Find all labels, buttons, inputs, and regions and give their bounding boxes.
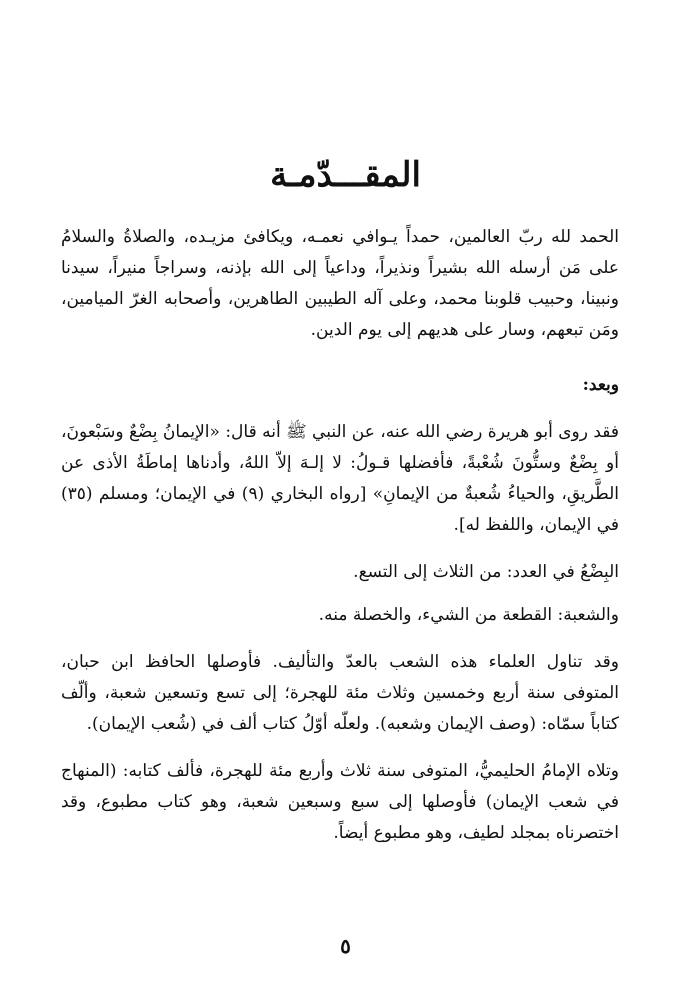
paragraph-definition-bid: البِضْعُ في العدد: من الثلاث إلى التسع.: [353, 562, 619, 582]
paragraph-introduction: الحمد لله ربّ العالمين، حمداً يـوافي نعمـه، ويكافئ مزيـده، والصلاةُ والسلامُ على مَن أرسله الله بشيراً ونذيراً، وداعياً إلى الله بإذنه، وسراجاً منيراً، سيدنا ونبينا، وحبيب قلوبنا محمد، وعلى آله الطيبين الطاهرين، وأصحابه الغرّ الميامين، ومَن تبعهم، وسار على هديهم إلى يوم الدين.: [61, 227, 619, 340]
page-title: المقـــدّمـة: [270, 155, 421, 195]
paragraph-hadith: فقد روى أبو هريرة رضي الله عنه، عن النبي ﷺ أنه قال: «الإيمانُ بِضْعٌ وسَبْعونَ، أو بِضْعٌ وستُّونَ شُعْبةً، فأفضلها قـولُ: لا إلـهَ إلاّ اللهُ، وأدناها إماطَةُ الأذى عن الطَّريقِ، والحياءُ شُعبةٌ من الإيمانِ» [رواه البخاري (٩) في الإيمان؛ ومسلم (٣٥) في الإيمان، واللفظ له].: [61, 422, 619, 535]
section-label-after: وبعد:: [582, 375, 619, 395]
page-number: ٥: [340, 934, 351, 958]
paragraph-ibn-hibban: وقد تناول العلماء هذه الشعب بالعدّ والتأليف. فأوصلها الحافظ ابن حبان، المتوفى سنة أربع وخمسين وثلاث مئة للهجرة؛ إلى تسع وتسعين شعبة، وألّف كتاباً سمّاه: (وصف الإيمان وشعبه). ولعلّه أوّلُ كتاب ألف في (شُعب الإيمان).: [61, 652, 619, 734]
paragraph-definition-shuba: والشعبة: القطعة من الشيء، والخصلة منه.: [318, 605, 619, 625]
paragraph-halimi: وتلاه الإمامُ الحليميُّ، المتوفى سنة ثلاث وأربع مئة للهجرة، فألف كتابه: (المنهاج في شعب الإيمان) فأوصلها إلى سبع وسبعين شعبة، وهو كتاب مطبوع، وقد اختصرناه بمجلد لطيف، وهو مطبوع أيضاً.: [61, 761, 619, 843]
document-body: [61, 222, 619, 849]
